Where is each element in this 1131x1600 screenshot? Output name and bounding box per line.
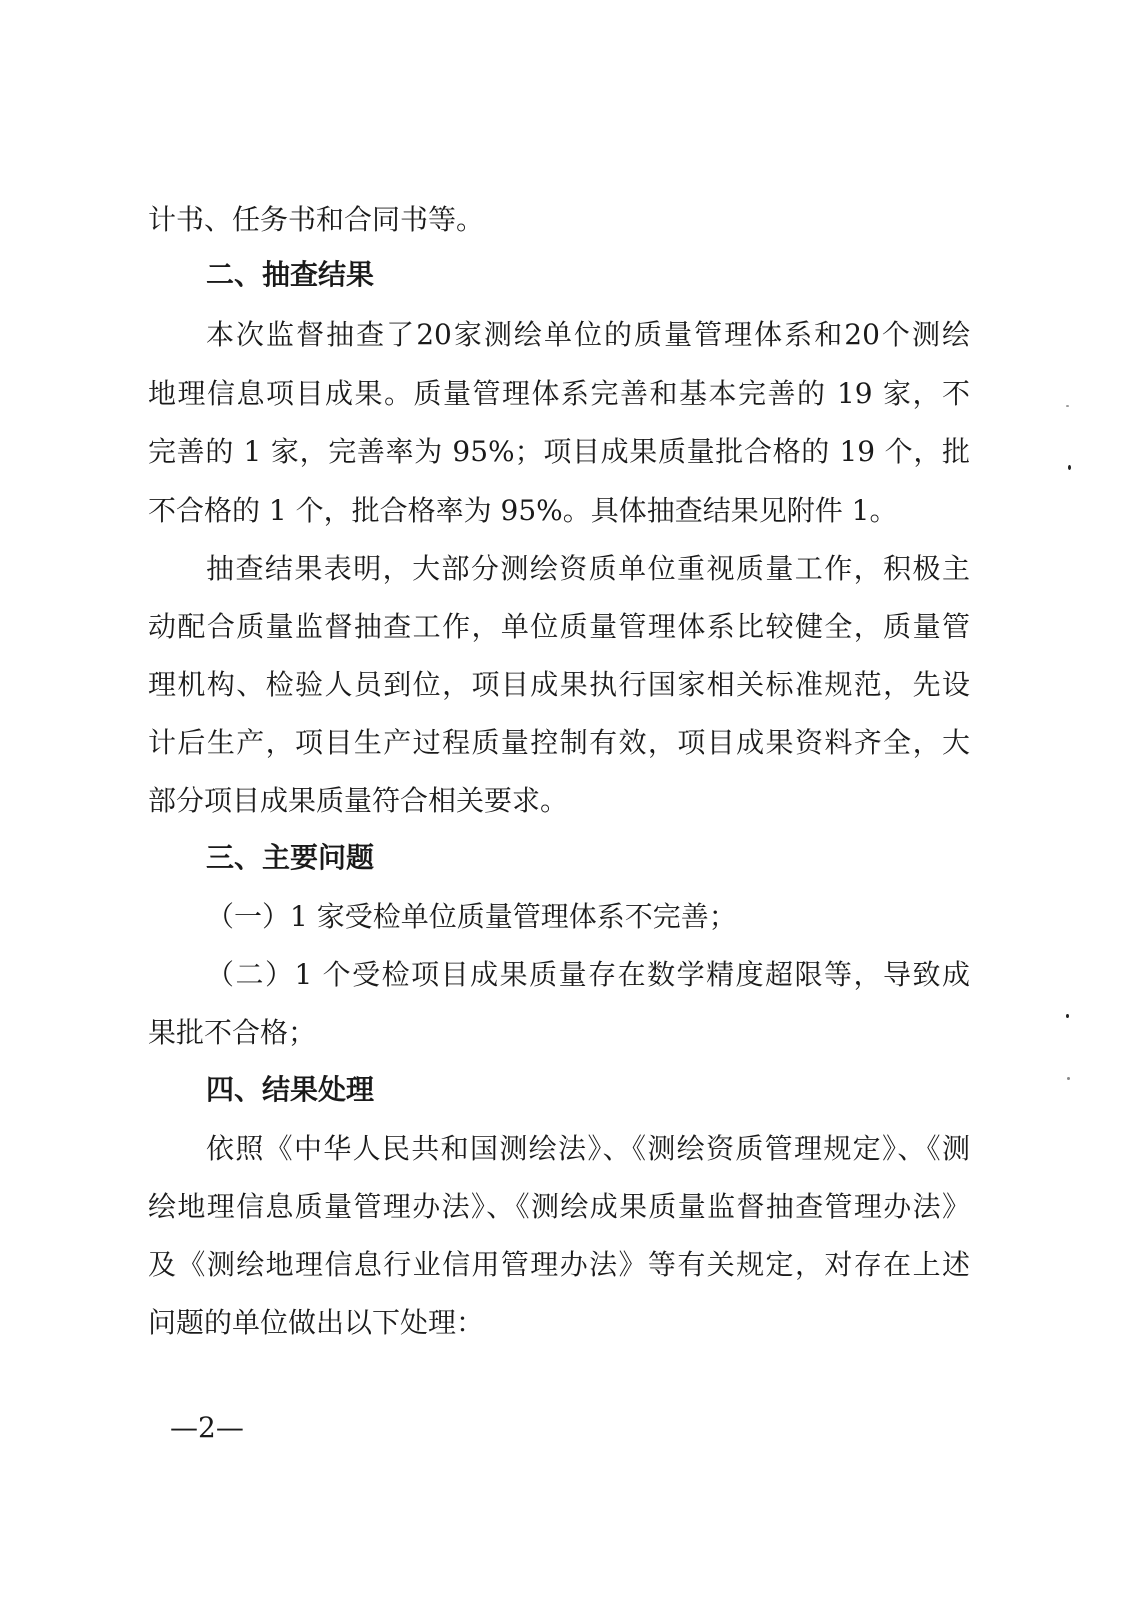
paragraph-line: 果批不合格；	[148, 1016, 317, 1049]
section-heading-problems: 三、主要问题	[206, 841, 375, 874]
paragraph-line: 计后生产，项目生产过程质量控制有效，项目成果资料齐全，大	[148, 726, 970, 759]
scan-speck	[1066, 1014, 1069, 1018]
paragraph-line: 问题的单位做出以下处理：	[148, 1306, 485, 1339]
paragraph-line: 不合格的 1 个，批合格率为 95%。具体抽查结果见附件 1。	[148, 494, 898, 527]
page-number: —2—	[170, 1411, 244, 1444]
scan-speck	[1068, 465, 1071, 470]
section-heading-handling: 四、结果处理	[206, 1073, 375, 1106]
section-heading-results: 二、抽查结果	[206, 258, 375, 291]
scan-speck	[1067, 1077, 1070, 1080]
paragraph-line: 依照《中华人民共和国测绘法》、《测绘资质管理规定》、《测	[206, 1132, 970, 1165]
problem-item: （一）1 家受检单位质量管理体系不完善；	[206, 900, 737, 933]
paragraph-line: 本次监督抽查了20家测绘单位的质量管理体系和20个测绘	[206, 318, 970, 351]
problem-item: （二）1 个受检项目成果质量存在数学精度超限等，导致成	[206, 958, 970, 991]
paragraph-line: 及《测绘地理信息行业信用管理办法》等有关规定，对存在上述	[148, 1248, 970, 1281]
paragraph-line: 完善的 1 家，完善率为 95%；项目成果质量批合格的 19 个，批	[148, 435, 970, 468]
paragraph-line: 绘地理信息质量管理办法》、《测绘成果质量监督抽查管理办法》	[148, 1190, 970, 1223]
paragraph-line: 地理信息项目成果。质量管理体系完善和基本完善的 19 家，不	[148, 377, 970, 410]
paragraph-line: 抽查结果表明，大部分测绘资质单位重视质量工作，积极主	[206, 552, 970, 585]
scan-speck	[1066, 405, 1069, 407]
paragraph-line: 动配合质量监督抽查工作，单位质量管理体系比较健全，质量管	[148, 610, 970, 643]
paragraph-line: 理机构、检验人员到位，项目成果执行国家相关标准规范，先设	[148, 668, 970, 701]
paragraph-line: 部分项目成果质量符合相关要求。	[148, 784, 569, 817]
paragraph-continuation: 计书、任务书和合同书等。	[148, 203, 485, 236]
